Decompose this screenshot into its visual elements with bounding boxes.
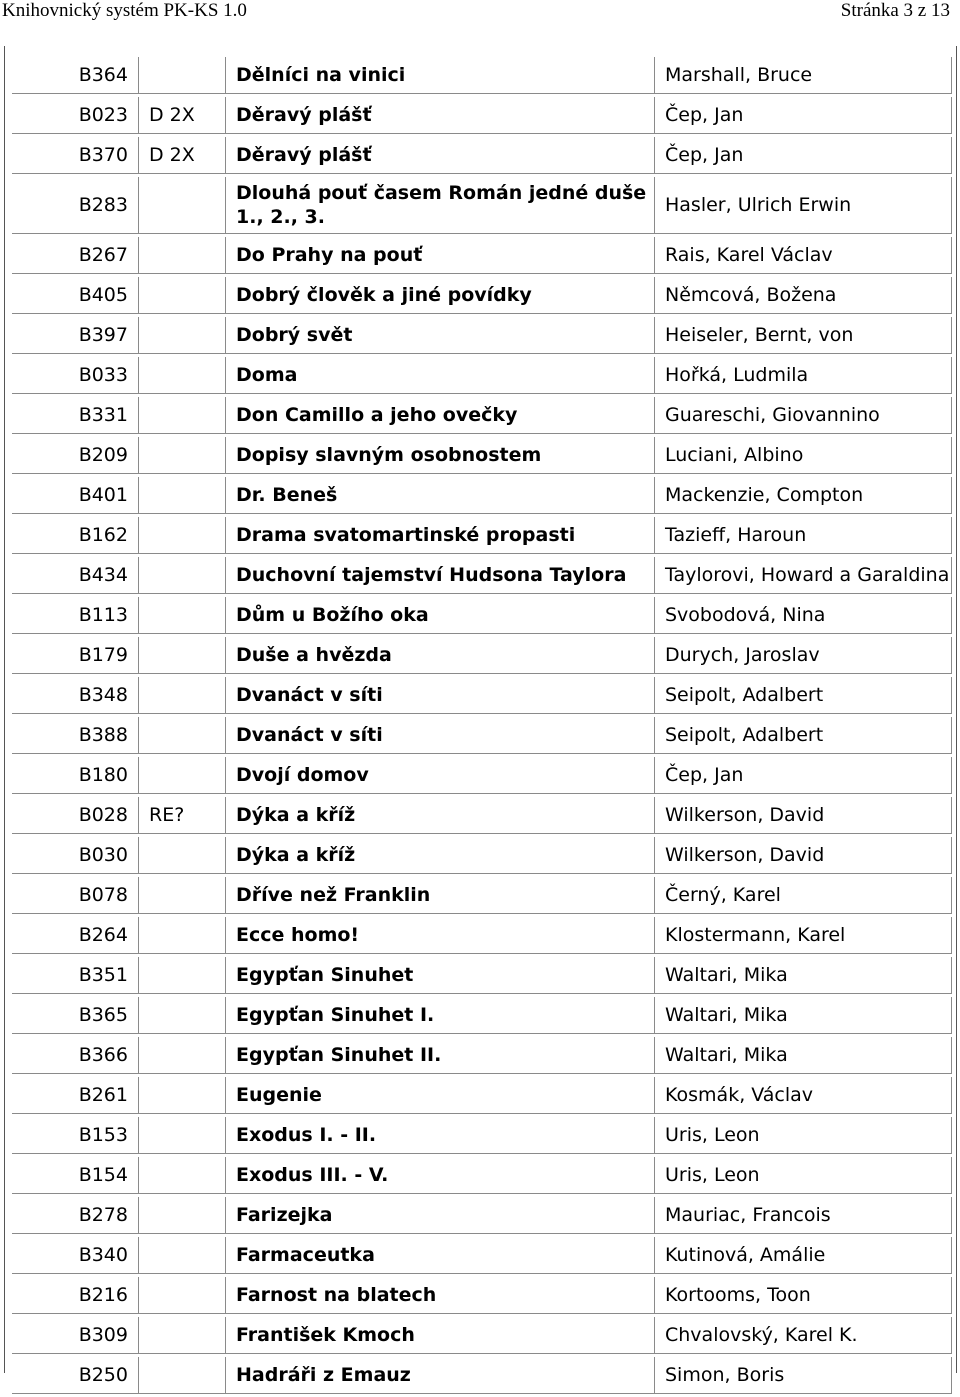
right-margin-rule xyxy=(956,46,957,1373)
table-row xyxy=(12,637,952,674)
book-code: B179 xyxy=(12,637,139,674)
book-code: B405 xyxy=(12,277,139,314)
book-note xyxy=(139,1237,226,1274)
book-code: B113 xyxy=(12,597,139,634)
book-note xyxy=(139,1277,226,1314)
book-title: Dýka a kříž xyxy=(226,797,655,834)
book-code: B388 xyxy=(12,717,139,754)
book-title: Děravý plášť xyxy=(226,97,655,134)
table-row xyxy=(12,437,952,474)
book-title: Exodus III. - V. xyxy=(226,1157,655,1194)
book-author: Rais, Karel Václav xyxy=(655,237,952,274)
table-row xyxy=(12,137,952,174)
book-code: B351 xyxy=(12,957,139,994)
book-note xyxy=(139,717,226,754)
book-note xyxy=(139,997,226,1034)
book-title: Duchovní tajemství Hudsona Taylora xyxy=(226,557,655,594)
book-note xyxy=(139,277,226,314)
table-row xyxy=(12,757,952,794)
book-note xyxy=(139,597,226,634)
book-author: Waltari, Mika xyxy=(655,1037,952,1074)
table-row xyxy=(12,1357,952,1394)
book-author: Hořká, Ludmila xyxy=(655,357,952,394)
book-title: Dělníci na vinici xyxy=(226,57,655,94)
book-code: B283 xyxy=(12,177,139,234)
table-row xyxy=(12,717,952,754)
book-note xyxy=(139,237,226,274)
book-title: Eugenie xyxy=(226,1077,655,1114)
book-author: Kosmák, Václav xyxy=(655,1077,952,1114)
book-title: Hadráři z Emauz xyxy=(226,1357,655,1394)
table-row xyxy=(12,957,952,994)
book-title: Děravý plášť xyxy=(226,137,655,174)
book-title: Duše a hvězda xyxy=(226,637,655,674)
book-note xyxy=(139,437,226,474)
book-author: Luciani, Albino xyxy=(655,437,952,474)
book-author: Černý, Karel xyxy=(655,877,952,914)
book-title: Exodus I. - II. xyxy=(226,1117,655,1154)
table-row xyxy=(12,397,952,434)
book-note xyxy=(139,837,226,874)
book-code: B180 xyxy=(12,757,139,794)
book-author: Kortooms, Toon xyxy=(655,1277,952,1314)
book-author: Taylorovi, Howard a Garaldina xyxy=(655,557,952,594)
book-code: B309 xyxy=(12,1317,139,1354)
book-code: B030 xyxy=(12,837,139,874)
book-note xyxy=(139,1357,226,1394)
book-author: Čep, Jan xyxy=(655,137,952,174)
book-author: Uris, Leon xyxy=(655,1157,952,1194)
book-title: Egypťan Sinuhet II. xyxy=(226,1037,655,1074)
page-number: Stránka 3 z 13 xyxy=(840,0,950,21)
book-author: Guareschi, Giovannino xyxy=(655,397,952,434)
book-catalog-table xyxy=(12,54,952,1397)
book-title: Dýka a kříž xyxy=(226,837,655,874)
book-author: Čep, Jan xyxy=(655,757,952,794)
book-author: Klostermann, Karel xyxy=(655,917,952,954)
book-note xyxy=(139,177,226,234)
table-row xyxy=(12,1077,952,1114)
table-row xyxy=(12,57,952,94)
book-author: Svobodová, Nina xyxy=(655,597,952,634)
book-note xyxy=(139,1037,226,1074)
book-code: B366 xyxy=(12,1037,139,1074)
book-title: Ecce homo! xyxy=(226,917,655,954)
book-code: B397 xyxy=(12,317,139,354)
book-title: Dvanáct v síti xyxy=(226,677,655,714)
book-title: Farnost na blatech xyxy=(226,1277,655,1314)
book-note xyxy=(139,1197,226,1234)
table-row xyxy=(12,237,952,274)
book-code: B365 xyxy=(12,997,139,1034)
book-author: Mauriac, Francois xyxy=(655,1197,952,1234)
book-title: Do Prahy na pouť xyxy=(226,237,655,274)
catalog-body xyxy=(12,57,952,1394)
table-row xyxy=(12,837,952,874)
book-author: Waltari, Mika xyxy=(655,997,952,1034)
table-row xyxy=(12,1237,952,1274)
book-author: Marshall, Bruce xyxy=(655,57,952,94)
table-row xyxy=(12,357,952,394)
book-title: Dům u Božího oka xyxy=(226,597,655,634)
book-code: B153 xyxy=(12,1117,139,1154)
book-note xyxy=(139,397,226,434)
book-author: Tazieff, Haroun xyxy=(655,517,952,554)
book-note xyxy=(139,957,226,994)
book-note: D 2X xyxy=(139,97,226,134)
book-code: B216 xyxy=(12,1277,139,1314)
book-note xyxy=(139,1077,226,1114)
table-row xyxy=(12,277,952,314)
table-row xyxy=(12,1197,952,1234)
page-header xyxy=(0,0,960,28)
book-title: Farmaceutka xyxy=(226,1237,655,1274)
table-row xyxy=(12,597,952,634)
book-author: Seipolt, Adalbert xyxy=(655,677,952,714)
book-author: Kutinová, Amálie xyxy=(655,1237,952,1274)
book-author: Simon, Boris xyxy=(655,1357,952,1394)
book-author: Wilkerson, David xyxy=(655,837,952,874)
book-code: B209 xyxy=(12,437,139,474)
book-code: B340 xyxy=(12,1237,139,1274)
book-title: Dlouhá pouť časem Román jedné duše 1., 2., 3. xyxy=(226,177,655,234)
table-row xyxy=(12,917,952,954)
table-row xyxy=(12,997,952,1034)
book-title: Dvanáct v síti xyxy=(226,717,655,754)
table-row xyxy=(12,1317,952,1354)
table-row xyxy=(12,97,952,134)
book-code: B033 xyxy=(12,357,139,394)
book-author: Mackenzie, Compton xyxy=(655,477,952,514)
table-row xyxy=(12,1037,952,1074)
book-title: František Kmoch xyxy=(226,1317,655,1354)
book-code: B401 xyxy=(12,477,139,514)
book-code: B078 xyxy=(12,877,139,914)
book-note xyxy=(139,517,226,554)
book-title: Dobrý člověk a jiné povídky xyxy=(226,277,655,314)
book-code: B162 xyxy=(12,517,139,554)
book-note xyxy=(139,477,226,514)
book-title: Dvojí domov xyxy=(226,757,655,794)
book-author: Durych, Jaroslav xyxy=(655,637,952,674)
book-note xyxy=(139,637,226,674)
book-title: Don Camillo a jeho ovečky xyxy=(226,397,655,434)
book-note xyxy=(139,317,226,354)
book-author: Wilkerson, David xyxy=(655,797,952,834)
book-code: B370 xyxy=(12,137,139,174)
table-row xyxy=(12,477,952,514)
table-row xyxy=(12,1157,952,1194)
book-title: Dopisy slavným osobnostem xyxy=(226,437,655,474)
book-author: Chvalovský, Karel K. xyxy=(655,1317,952,1354)
table-row xyxy=(12,317,952,354)
table-row xyxy=(12,677,952,714)
table-row xyxy=(12,1117,952,1154)
book-code: B154 xyxy=(12,1157,139,1194)
book-code: B250 xyxy=(12,1357,139,1394)
book-title: Dr. Beneš xyxy=(226,477,655,514)
book-note xyxy=(139,917,226,954)
book-note xyxy=(139,757,226,794)
book-author: Waltari, Mika xyxy=(655,957,952,994)
book-code: B434 xyxy=(12,557,139,594)
book-author: Uris, Leon xyxy=(655,1117,952,1154)
table-row xyxy=(12,877,952,914)
book-title: Egypťan Sinuhet I. xyxy=(226,997,655,1034)
book-author: Hasler, Ulrich Erwin xyxy=(655,177,952,234)
book-code: B264 xyxy=(12,917,139,954)
book-note xyxy=(139,557,226,594)
book-title: Doma xyxy=(226,357,655,394)
book-author: Heiseler, Bernt, von xyxy=(655,317,952,354)
book-note xyxy=(139,57,226,94)
book-code: B267 xyxy=(12,237,139,274)
book-note: RE? xyxy=(139,797,226,834)
book-note xyxy=(139,1117,226,1154)
system-name: Knihovnický systém PK-KS 1.0 xyxy=(2,0,247,21)
table-row xyxy=(12,557,952,594)
book-note: D 2X xyxy=(139,137,226,174)
table-row xyxy=(12,517,952,554)
book-author: Němcová, Božena xyxy=(655,277,952,314)
book-title: Dříve než Franklin xyxy=(226,877,655,914)
book-author: Seipolt, Adalbert xyxy=(655,717,952,754)
book-code: B023 xyxy=(12,97,139,134)
book-title: Egypťan Sinuhet xyxy=(226,957,655,994)
book-code: B364 xyxy=(12,57,139,94)
book-title: Drama svatomartinské propasti xyxy=(226,517,655,554)
book-code: B261 xyxy=(12,1077,139,1114)
book-code: B331 xyxy=(12,397,139,434)
book-code: B348 xyxy=(12,677,139,714)
book-code: B028 xyxy=(12,797,139,834)
book-title: Farizejka xyxy=(226,1197,655,1234)
book-title: Dobrý svět xyxy=(226,317,655,354)
book-code: B278 xyxy=(12,1197,139,1234)
left-margin-rule xyxy=(4,46,5,1373)
book-note xyxy=(139,677,226,714)
book-author: Čep, Jan xyxy=(655,97,952,134)
table-row xyxy=(12,1277,952,1314)
book-note xyxy=(139,877,226,914)
book-note xyxy=(139,1157,226,1194)
table-row xyxy=(12,797,952,834)
book-note xyxy=(139,1317,226,1354)
book-note xyxy=(139,357,226,394)
table-row xyxy=(12,177,952,234)
